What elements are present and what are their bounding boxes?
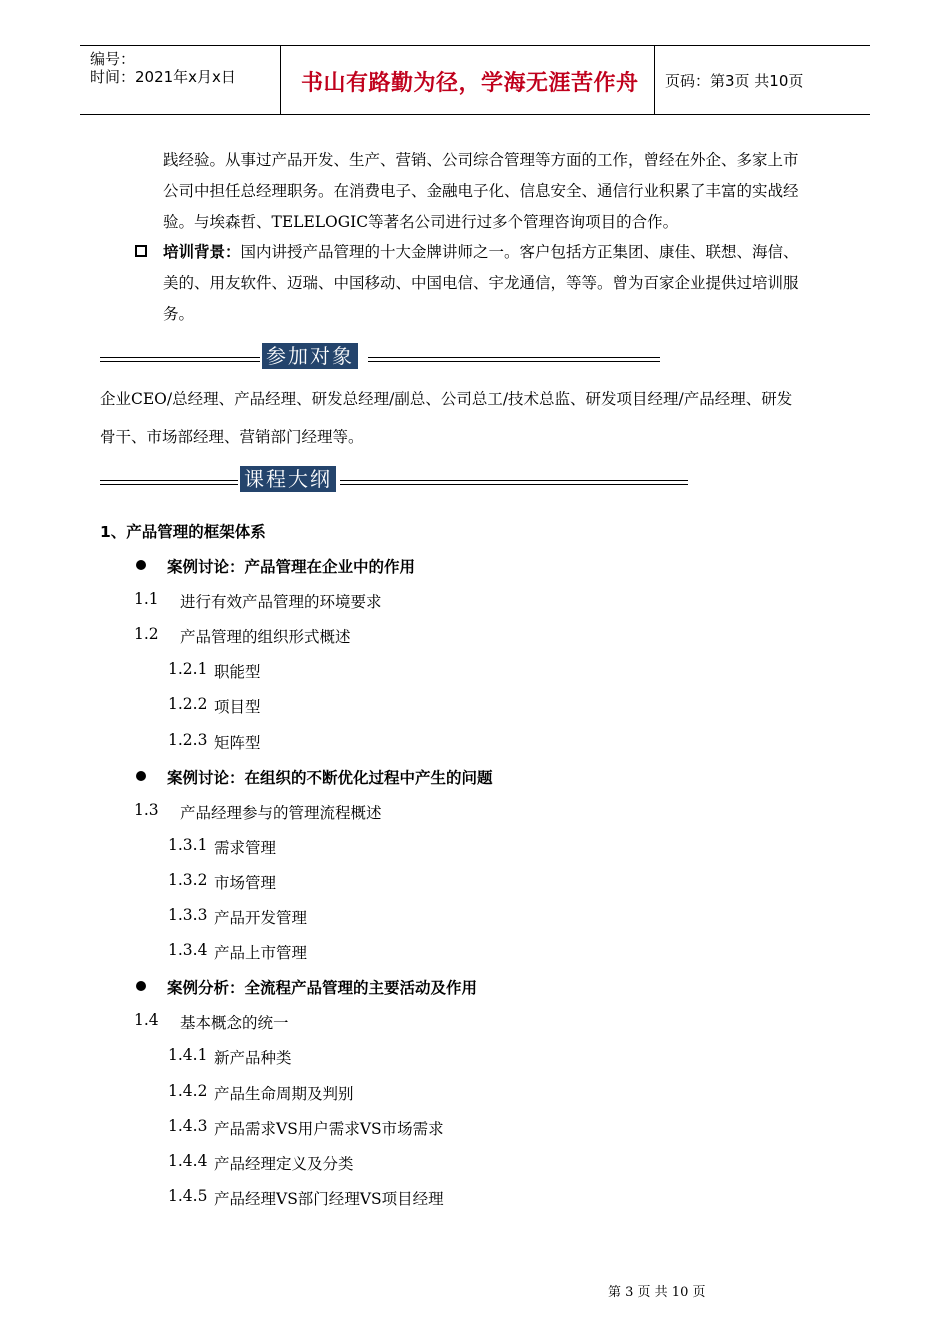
outline-subitem: 职能型	[214, 663, 261, 681]
outline-item-number: 1.3.1	[168, 836, 208, 854]
outline-subitem: 市场管理	[214, 874, 277, 892]
page-footer: 第 3 页 共 10 页	[608, 1285, 706, 1300]
outline-item-number: 1.4	[134, 1011, 159, 1029]
section-divider	[340, 480, 688, 485]
outline-item-number: 1.3.4	[168, 941, 208, 959]
intro-line: 践经验。从事过产品开发、生产、营销、公司综合管理等方面的工作，曾经在外企、多家上市	[163, 151, 799, 169]
training-background-line: 国内讲授产品管理的十大金牌讲师之一。客户包括方正集团、康佳、联想、海信、	[240, 243, 799, 261]
outline-subsection: 产品管理的组织形式概述	[180, 628, 351, 646]
outline-item-number: 1.3	[134, 801, 159, 819]
outline-item-number: 1.4.3	[168, 1117, 208, 1135]
section-divider	[100, 357, 260, 362]
header-meta-cell	[80, 46, 281, 114]
outline-subitem: 项目型	[214, 698, 261, 716]
page-header	[80, 45, 870, 115]
outline-subitem: 产品需求VS用户需求VS市场需求	[214, 1120, 444, 1138]
case-discussion-item: 案例分析：全流程产品管理的主要活动及作用	[167, 979, 478, 997]
training-background-label: 培训背景：	[163, 243, 241, 261]
outline-item-number: 1.2.1	[168, 660, 208, 678]
audience-paragraph	[100, 380, 792, 456]
audience-line: 骨干、市场部经理、营销部门经理等。	[100, 428, 364, 446]
outline-item-number: 1.3.2	[168, 871, 208, 889]
intro-line: 公司中担任总经理职务。在消费电子、金融电子化、信息安全、通信行业积累了丰富的实战经	[163, 182, 799, 200]
training-background	[163, 237, 799, 330]
outline-subsection: 产品经理参与的管理流程概述	[180, 804, 382, 822]
outline-item-number: 1.4.4	[168, 1152, 208, 1170]
case-discussion-item: 案例讨论：在组织的不断优化过程中产生的问题	[167, 769, 493, 787]
audience-section-title: 参加对象	[262, 343, 358, 369]
header-motto-cell	[281, 46, 655, 114]
page-number-label: 页码：第3页 共10页	[665, 72, 804, 90]
outline-subitem: 矩阵型	[214, 734, 261, 752]
bullet-dot-icon	[136, 560, 146, 570]
outline-item-number: 1.1	[134, 590, 159, 608]
header-motto: 书山有路勤为径，学海无涯苦作舟	[301, 71, 639, 96]
training-background-line: 美的、用友软件、迈瑞、中国移动、中国电信、宇龙通信，等等。曾为百家企业提供过培训服	[163, 274, 799, 292]
outline-subitem: 产品上市管理	[214, 944, 308, 962]
audience-line: 企业CEO/总经理、产品经理、研发总经理/副总、公司总工/技术总监、研发项目经理/产品经理、研发	[100, 390, 793, 408]
outline-subitem: 产品生命周期及判别	[214, 1085, 354, 1103]
intro-paragraph	[163, 145, 799, 238]
bullet-dot-icon	[136, 981, 146, 991]
outline-subsection: 进行有效产品管理的环境要求	[180, 593, 382, 611]
time-label: 时间：2021年x月x日	[90, 68, 236, 86]
code-label: 编号：	[90, 50, 136, 68]
outline-subitem: 产品经理VS部门经理VS项目经理	[214, 1190, 444, 1208]
outline-item-number: 1.3.3	[168, 906, 208, 924]
outline-section-title: 课程大纲	[240, 466, 336, 492]
outline-item-number: 1.2.3	[168, 731, 208, 749]
section-divider	[368, 357, 660, 362]
training-background-line: 务。	[163, 305, 195, 323]
case-discussion-item: 案例讨论：产品管理在企业中的作用	[167, 558, 416, 576]
outline-subitem: 产品开发管理	[214, 909, 308, 927]
outline-subitem: 需求管理	[214, 839, 277, 857]
outline-subitem: 新产品种类	[214, 1049, 292, 1067]
outline-item-number: 1.4.2	[168, 1082, 208, 1100]
intro-line: 验。与埃森哲、TELELOGIC等著名公司进行过多个管理咨询项目的合作。	[163, 213, 679, 231]
bullet-dot-icon	[136, 771, 146, 781]
outline-item-number: 1.4.5	[168, 1187, 208, 1205]
outline-item-number: 1.2	[134, 625, 159, 643]
outline-item-number: 1.4.1	[168, 1046, 208, 1064]
outline-subitem: 产品经理定义及分类	[214, 1155, 354, 1173]
outline-heading: 1、产品管理的框架体系	[100, 523, 266, 541]
outline-subsection: 基本概念的统一	[180, 1014, 289, 1032]
outline-item-number: 1.2.2	[168, 695, 208, 713]
section-divider	[100, 480, 238, 485]
checkbox-bullet-icon	[135, 245, 147, 257]
header-page-cell	[655, 46, 870, 114]
